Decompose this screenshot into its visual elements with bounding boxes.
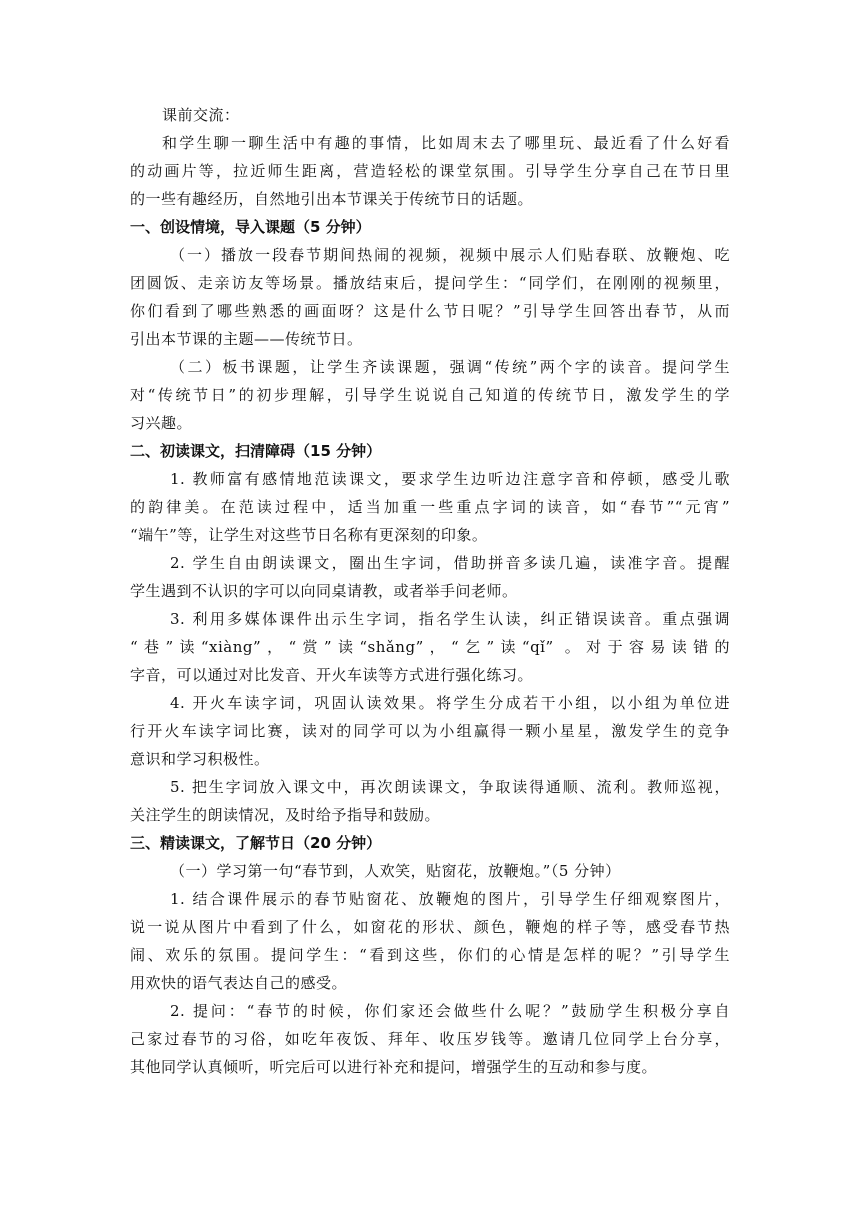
paragraph-line: 对“传统节日”的初步理解，引导学生说说自己知道的传统节日，激发学生的学 [130, 386, 730, 404]
list-item-line: 行开火车读字词比赛，读对的同学可以为小组赢得一颗小星星，激发学生的竞争 [130, 722, 730, 740]
list-item-line: 5. 把生字词放入课文中，再次朗读课文，争取读得通顺、流利。教师巡视， [170, 778, 730, 796]
list-item-line: 1. 结合课件展示的春节贴窗花、放鞭炮的图片，引导学生仔细观察图片， [170, 890, 730, 908]
paragraph-line: 的动画片等，拉近师生距离，营造轻松的课堂氛围。引导学生分享自己在节日里 [130, 162, 730, 180]
list-item-line: 字音，可以通过对比发音、开火车读等方式进行强化练习。 [130, 666, 534, 684]
list-item-line: 其他同学认真倾听，听完后可以进行补充和提问，增强学生的互动和参与度。 [130, 1058, 658, 1076]
list-item-line: 2. 提问：“春节的时候，你们家还会做些什么呢？”鼓励学生积极分享自 [170, 1002, 730, 1020]
list-item-line: 学生遇到不认识的字可以向同桌请教，或者举手问老师。 [130, 582, 518, 600]
section-heading: 一、创设情境，导入课题（5 分钟） [130, 218, 371, 236]
paragraph-line: 习兴趣。 [130, 414, 193, 432]
list-item-line: 1. 教师富有感情地范读课文，要求学生边听边注意字音和停顿，感受儿歌 [170, 470, 730, 488]
list-item-line: 3. 利用多媒体课件出示生字词，指名学生认读，纠正错误读音。重点强调 [170, 610, 730, 628]
list-item-line: 4. 开火车读字词，巩固认读效果。将学生分成若干小组，以小组为单位进 [170, 694, 730, 712]
list-item-line: 用欢快的语气表达自己的感受。 [130, 974, 348, 992]
list-item-line: 2. 学生自由朗读课文，圈出生字词，借助拼音多读几遍，读准字音。提醒 [170, 554, 730, 572]
list-item-line: 意识和学习积极性。 [130, 750, 270, 768]
paragraph-line: （一）播放一段春节期间热闹的视频，视频中展示人们贴春联、放鞭炮、吃 [170, 246, 730, 264]
list-item-line: 说一说从图片中看到了什么，如窗花的形状、颜色，鞭炮的样子等，感受春节热 [130, 918, 730, 936]
list-item-line: 己家过春节的习俗，如吃年夜饭、拜年、收压岁钱等。邀请几位同学上台分享， [130, 1030, 730, 1048]
section-heading: 三、精读课文，了解节日（20 分钟） [130, 834, 382, 852]
paragraph-line: 你们看到了哪些熟悉的画面呀？这是什么节日呢？”引导学生回答出春节，从而 [130, 302, 730, 320]
document-page [130, 101, 730, 1081]
section-heading: 二、初读课文，扫清障碍（15 分钟） [130, 442, 382, 460]
pre-class-title: 课前交流： [162, 106, 240, 124]
paragraph-line: 引出本节课的主题——传统节日。 [130, 330, 363, 348]
list-item-line: 的韵律美。在范读过程中，适当加重一些重点字词的读音，如“春节”“元宵” [130, 498, 730, 516]
paragraph-line: （二）板书课题，让学生齐读课题，强调“传统”两个字的读音。提问学生 [170, 358, 730, 376]
list-item-line: 闹、欢乐的氛围。提问学生：“看到这些，你们的心情是怎样的呢？”引导学生 [130, 946, 730, 964]
list-item-line: “巷”读“xiàng”，“赏”读“shǎng”，“乞”读“qǐ” 。对于容易读错的 [130, 638, 730, 656]
list-item-line: “端午”等，让学生对这些节日名称有更深刻的印象。 [130, 526, 488, 544]
paragraph-line: 的一些有趣经历，自然地引出本节课关于传统节日的话题。 [130, 190, 534, 208]
paragraph-line: 团圆饭、走亲访友等场景。播放结束后，提问学生：“同学们，在刚刚的视频里， [130, 274, 730, 292]
paragraph-line: 和学生聊一聊生活中有趣的事情，比如周末去了哪里玩、最近看了什么好看 [162, 134, 730, 152]
list-item-line: 关注学生的朗读情况，及时给予指导和鼓励。 [130, 806, 441, 824]
subsection-heading: （一）学习第一句“春节到，人欢笑，贴窗花，放鞭炮。”（5 分钟） [170, 862, 621, 880]
